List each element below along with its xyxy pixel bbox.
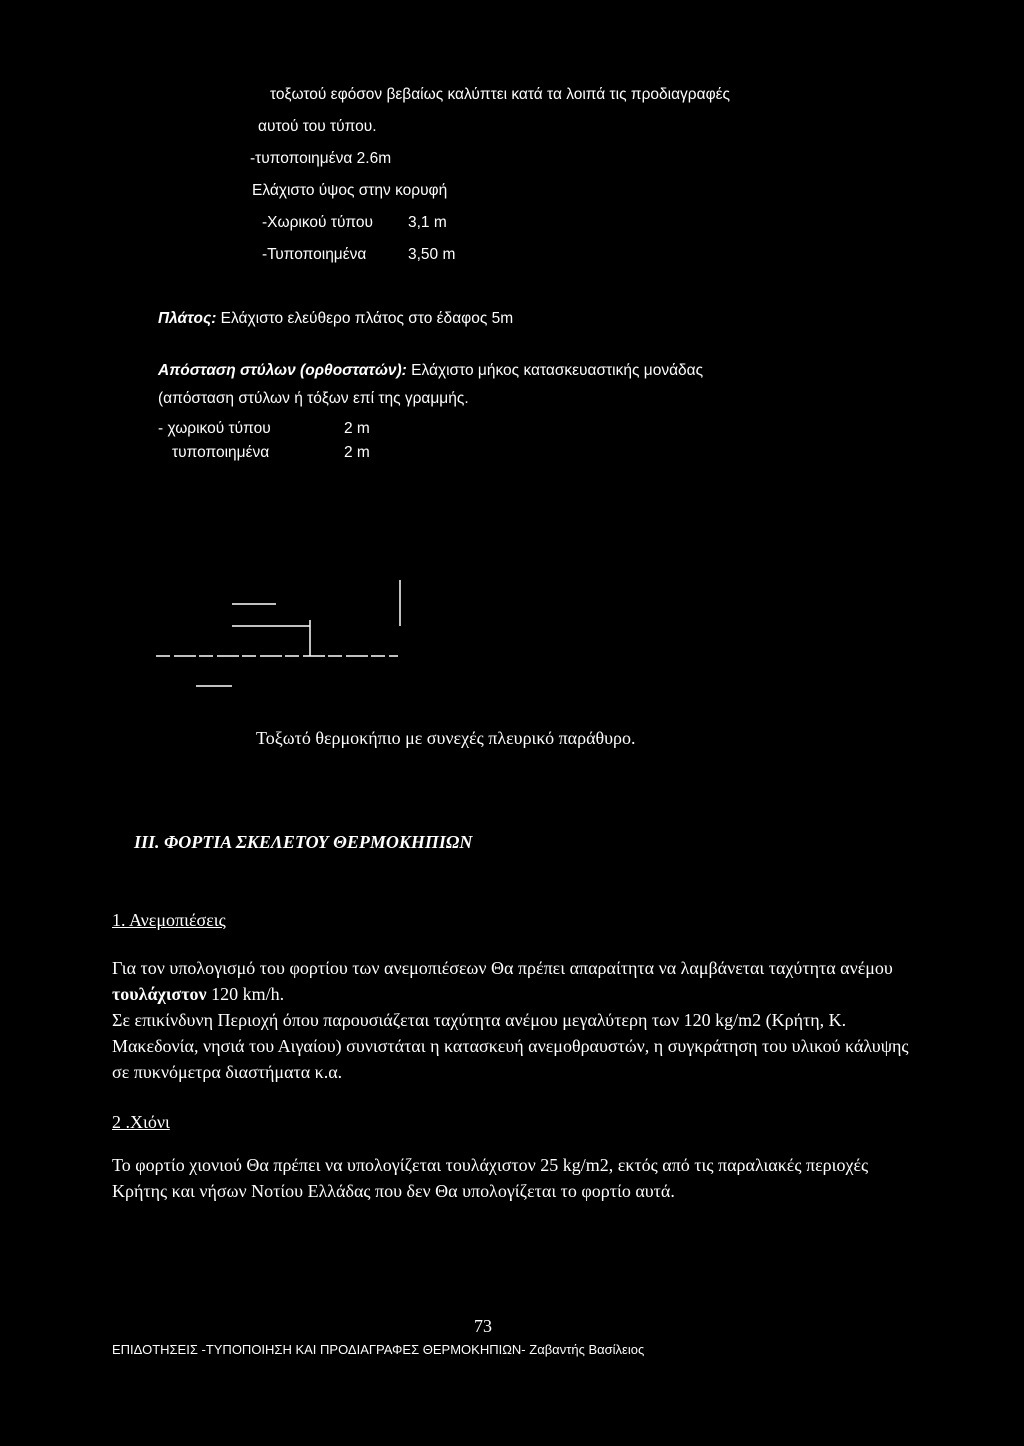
column-spec-line-2: (απόσταση στύλων ή τόξων επί της γραμμής. xyxy=(158,390,469,407)
column-row-label: τυποποιημένα xyxy=(172,444,270,461)
column-spec-label: Απόσταση στύλων (ορθοστατών): xyxy=(158,362,407,379)
spec-line-1: τοξωτού εφόσον βεβαίως καλύπτει κατά τα λοιπά τις προδιαγραφές xyxy=(270,86,731,103)
column-row-value: 2 m xyxy=(344,444,370,461)
width-spec-label: Πλάτος: xyxy=(158,310,217,327)
wind-paragraph-1 xyxy=(112,955,912,1085)
height-row-label: -Χωρικού τύπου xyxy=(262,214,373,231)
footer-text: ΕΠΙΔΟΤΗΣΕΙΣ -ΤΥΠΟΠΟΙΗΣΗ ΚΑΙ ΠΡΟΔΙΑΓΡΑΦΕΣ ΘΕΡΜΟΚΗΠΙΩΝ- Ζαβαντής Βασίλειος xyxy=(112,1342,645,1357)
spec-line-4: Ελάχιστο ύψος στην κορυφή xyxy=(252,182,448,199)
column-spec-text: Ελάχιστο μήκος κατασκευαστικής μονάδας xyxy=(411,362,704,379)
height-row-label: -Τυποποιημένα xyxy=(262,246,367,263)
wind-heading: 1. Ανεμοπιέσεις xyxy=(112,910,226,930)
spec-line-3: -τυποποιημένα 2.6m xyxy=(250,150,392,167)
figure-caption: Τοξωτό θερμοκήπιο με συνεχές πλευρικό παράθυρο. xyxy=(256,728,636,748)
page-number: 73 xyxy=(474,1316,492,1336)
wind-text: Για τον υπολογισμό του φορτίου των ανεμοπιέσεων Θα πρέπει απαραίτητα να λαμβάνεται ταχύτητα ανέμου xyxy=(112,958,893,978)
snow-heading: 2 .Χιόνι xyxy=(112,1112,170,1132)
column-row-label: - χωρικού τύπου xyxy=(158,420,271,437)
snow-paragraph: Το φορτίο χιονιού Θα πρέπει να υπολογίζεται τουλάχιστον 25 kg/m2, εκτός από τις παραλιακές περιοχές Κρήτης και νήσων Νοτίου Ελλάδας που δεν Θα υπολογίζεται το φορτίο αυτά. xyxy=(112,1155,869,1201)
height-row-value: 3,50 m xyxy=(408,246,456,263)
height-row-value: 3,1 m xyxy=(408,214,447,231)
wind-bold-word: τουλάχιστον xyxy=(112,984,207,1004)
wind-paragraph-2: Σε επικίνδυνη Περιοχή όπου παρουσιάζεται ταχύτητα ανέμου μεγαλύτερη των 120 kg/m2 (Κρήτη, Κ. Μακεδονία, νησιά του Αιγαίου) συνιστάται η κατασκευή ανεμοθραυστών, η συγκράτηση του υλικού κάλυψης σε πυκνόμετρα διαστήματα κ.α. xyxy=(112,1010,909,1082)
column-row-value: 2 m xyxy=(344,420,370,437)
spec-line-2: αυτού του τύπου. xyxy=(258,118,377,135)
width-spec-text: Ελάχιστο ελεύθερο πλάτος στο έδαφος 5m xyxy=(220,310,514,327)
wind-text-end: 120 km/h. xyxy=(206,984,285,1004)
section-heading: III. ΦΟΡΤΙΑ ΣΚΕΛΕΤΟΥ ΘΕΡΜΟΚΗΠΙΩΝ xyxy=(134,832,473,852)
